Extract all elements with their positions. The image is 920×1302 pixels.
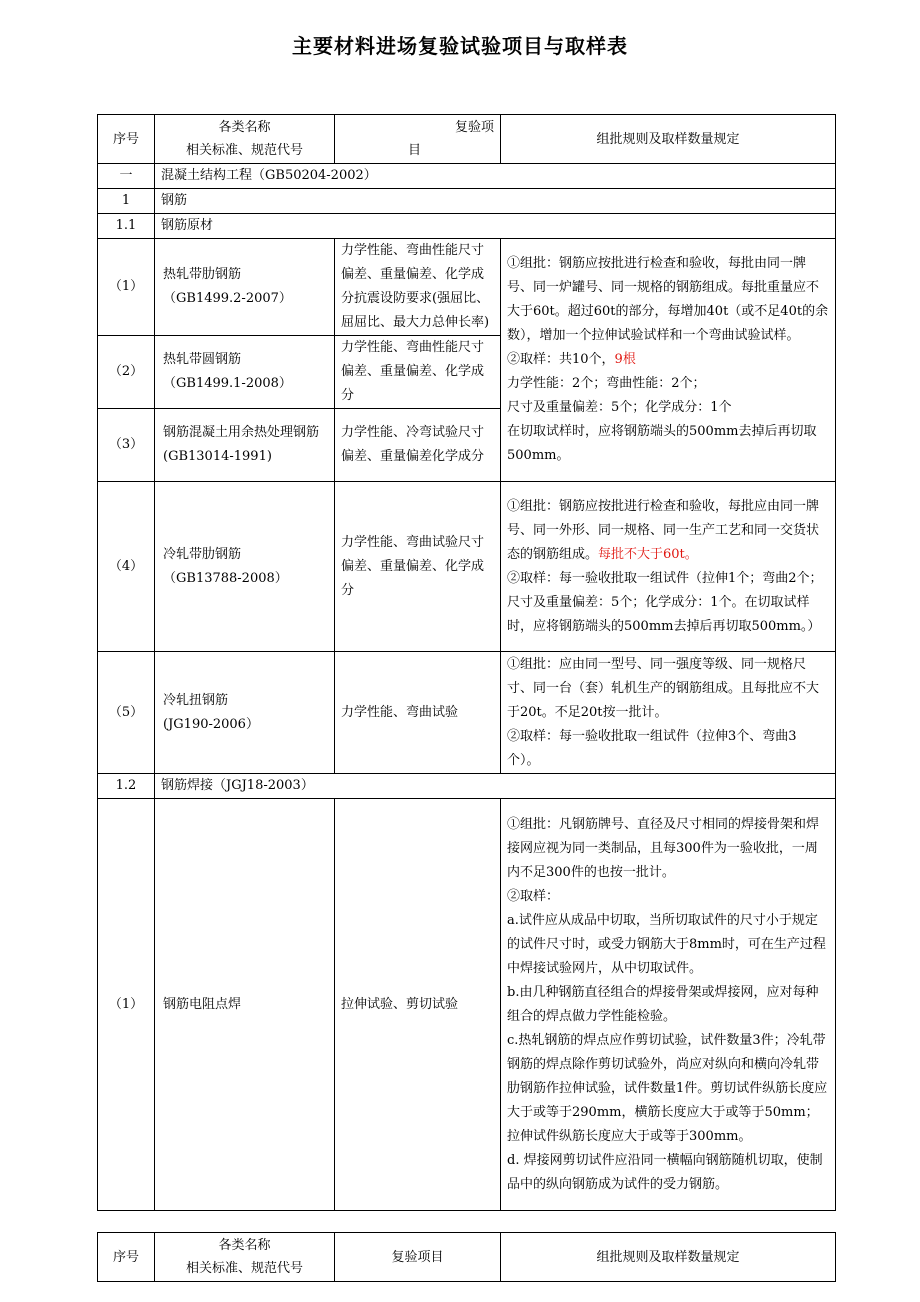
row-name-line1: 热轧带肋钢筋 — [163, 267, 242, 282]
header-name-line1: 各类名称 — [218, 120, 271, 135]
row-rules — [501, 482, 836, 652]
table-row — [98, 482, 836, 652]
rule-sampling: ②取样： — [507, 888, 560, 904]
row-seq: （4） — [98, 482, 155, 652]
row-name — [155, 482, 335, 652]
rule-line: 尺寸及重量偏差：5个；化学成分：1个 — [507, 400, 732, 415]
row-items: 力学性能、弯曲性能尺寸偏差、重量偏差、化学成分 — [335, 336, 501, 409]
rule-sampling: ②取样：每一验收批取一组试件（拉伸1个；弯曲2个；尺寸及重量偏差：5个；化学成分：1个。在切取试样时，应将钢筋端头的500mm去掉后再切取500mm。） — [507, 570, 823, 634]
rule-batch: ①组批：凡钢筋牌号、直径及尺寸相同的焊接骨架和焊接网应视为同一类制品，且每300件为一验收批，一周内不足300件的也按一批计。 — [507, 816, 820, 880]
table-header-row — [98, 1233, 836, 1282]
subsection-seq: 1.2 — [98, 774, 155, 799]
row-name-line2: (JG190-2006） — [163, 716, 259, 732]
rule-item-d: d. 焊接网剪切试件应沿同一横幅向钢筋随机切取，使制品中的纵向钢筋成为试件的受力钢筋。 — [507, 1152, 823, 1192]
subsection-label: 钢筋原材 — [155, 214, 836, 239]
row-items: 力学性能、冷弯试验尺寸偏差、重量偏差化学成分 — [335, 409, 501, 482]
header-items — [335, 115, 501, 164]
row-name — [155, 652, 335, 774]
row-name — [155, 336, 335, 409]
header-rules: 组批规则及取样数量规定 — [501, 1233, 836, 1282]
row-items: 力学性能、弯曲试验 — [335, 652, 501, 774]
rule-line: 力学性能：2个；弯曲性能：2个； — [507, 376, 706, 391]
section-label: 混凝土结构工程（GB50204-2002） — [155, 164, 836, 189]
subsection-row — [98, 774, 836, 799]
subsection-label: 钢筋焊接（JGJ18-2003） — [155, 774, 836, 799]
header-name-line2: 相关标准、规范代号 — [185, 1261, 303, 1276]
subsection-seq: 1 — [98, 189, 155, 214]
table-row — [98, 799, 836, 1211]
rule-sampling — [507, 348, 829, 372]
rule-item-b: b.由几种钢筋直径组合的焊接骨架或焊接网，应对每种组合的焊点做力学性能检验。 — [507, 984, 819, 1024]
table-header-row — [98, 115, 836, 164]
row-items: 力学性能、弯曲性能尺寸偏差、重量偏差、化学成分抗震设防要求(强屈比、屈屈比、最大力总伸长率) — [335, 239, 501, 336]
row-name-line2: （GB1499.2-2007） — [163, 291, 292, 306]
header-name-line2: 相关标准、规范代号 — [185, 143, 303, 158]
subsection-row — [98, 214, 836, 239]
subsection-row — [98, 189, 836, 214]
rule-item-a: a.试件应从成品中切取，当所切取试件的尺寸小于规定的试件尺寸时，或受力钢筋大于8mm时，可在生产过程中焊接试验网片，从中切取试件。 — [507, 912, 826, 976]
row-rules — [501, 799, 836, 1211]
rule-sampling: ②取样：每一验收批取一组试件（拉伸3个、弯曲3个）。 — [507, 728, 797, 768]
header-items-label: 复验项目 — [407, 120, 495, 158]
rule-batch — [507, 495, 829, 567]
row-name: 钢筋混凝土用余热处理钢筋(GB13014-1991) — [155, 409, 335, 482]
rule-batch-note: 每批不大于60t。 — [598, 546, 698, 562]
row-name-line2: （GB1499.1-2008） — [163, 376, 292, 391]
section-seq: 一 — [98, 164, 155, 189]
rule-sampling-text: ②取样：共10个， — [507, 352, 615, 367]
rule-batch: ①组批：应由同一型号、同一强度等级、同一规格尺寸、同一台（套）轧机生产的钢筋组成。且每批应不大于20t。不足20t按一批计。 — [507, 656, 820, 720]
row-name-line1: 冷轧扭钢筋 — [163, 692, 229, 708]
rule-batch-text: ①组批：钢筋应按批进行检查和验收，每批应由同一牌号、同一外形、同一规格、同一生产工艺和同一交货状态的钢筋组成。 — [507, 498, 820, 562]
header-name — [155, 115, 335, 164]
rule-item-c: c.热轧钢筋的焊点应作剪切试验，试件数量3件；冷轧带钢筋的焊点除作剪切试验外，尚应对纵向和横向冷轧带肋钢筋作拉伸试验，试件数量1件。剪切试件纵筋长度应大于或等于290mm，横筋长度应大于或等于50mm；拉伸试件纵筋长度应大于或等于300mm。 — [507, 1032, 828, 1144]
row-seq: （1） — [98, 799, 155, 1211]
section-row — [98, 164, 836, 189]
header-name — [155, 1233, 335, 1282]
row-items: 力学性能、弯曲试验尺寸偏差、重量偏差、化学成分 — [335, 482, 501, 652]
row-rules — [501, 239, 836, 482]
header-seq: 序号 — [98, 1233, 155, 1282]
rule-batch: ①组批：钢筋应按批进行检查和验收，每批由同一牌号、同一炉罐号、同一规格的钢筋组成。每批重量应不大于60t。超过60t的部分，每增加40t（或不足40t的余数），增加一个拉伸试验试样和一个弯曲试验试样。 — [507, 256, 829, 343]
rule-line: 在切取试样时，应将钢筋端头的500mm去掉后再切取500mm。 — [507, 424, 817, 463]
page-title: 主要材料进场复验试验项目与取样表 — [292, 34, 628, 58]
subsection-label: 钢筋 — [155, 189, 836, 214]
subsection-seq: 1.1 — [98, 214, 155, 239]
row-name-line2: （GB13788-2008） — [163, 570, 288, 586]
row-name-line1: 热轧带圆钢筋 — [163, 352, 242, 367]
row-seq: （1） — [98, 239, 155, 336]
header-items: 复验项目 — [335, 1233, 501, 1282]
header-rules: 组批规则及取样数量规定 — [501, 115, 836, 164]
continuation-header-table — [97, 1232, 836, 1282]
table-row — [98, 239, 836, 336]
header-seq: 序号 — [98, 115, 155, 164]
row-seq: （5） — [98, 652, 155, 774]
rule-sampling-note: 9根 — [614, 352, 636, 367]
row-seq: （2） — [98, 336, 155, 409]
table-row — [98, 652, 836, 774]
row-items: 拉伸试验、剪切试验 — [335, 799, 501, 1211]
row-name — [155, 239, 335, 336]
row-rules — [501, 652, 836, 774]
row-seq: （3） — [98, 409, 155, 482]
header-name-line1: 各类名称 — [218, 1238, 271, 1253]
row-name-line1: 冷轧带肋钢筋 — [163, 546, 242, 562]
materials-table — [97, 114, 836, 1211]
row-name: 钢筋电阻点焊 — [155, 799, 335, 1211]
